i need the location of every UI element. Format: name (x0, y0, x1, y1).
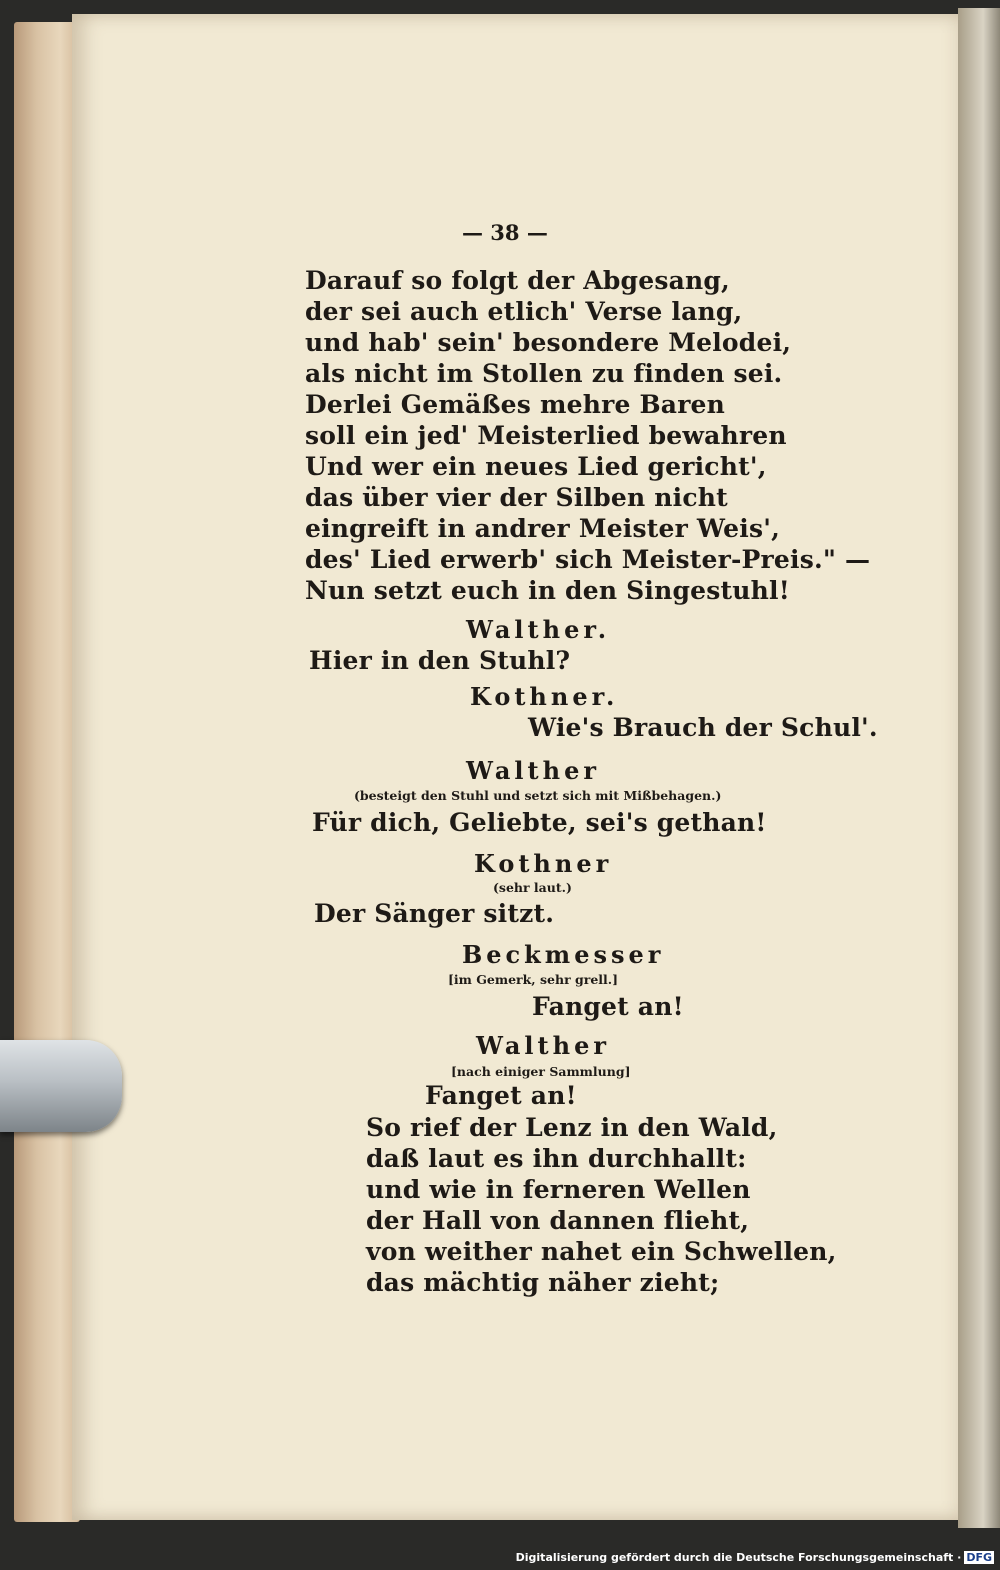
verse-line: von weither nahet ein Schwellen, (366, 1237, 837, 1266)
verse-line: So rief der Lenz in den Wald, (366, 1113, 778, 1142)
stage-direction: (besteigt den Stuhl und setzt sich mit Mißbehagen.) (354, 788, 722, 803)
verse-line: und hab' sein' besondere Melodei, (305, 328, 792, 357)
stage-direction: [im Gemerk, sehr grell.] (448, 972, 619, 987)
verse-line: als nicht im Stollen zu finden sei. (305, 359, 783, 388)
verse-line: eingreift in andrer Meister Weis', (305, 514, 780, 543)
speaker-name: Kothner. (470, 682, 619, 711)
verse-line: soll ein jed' Meisterlied bewahren (305, 421, 787, 450)
book-edge (14, 22, 80, 1522)
verse-line: der Hall von dannen flieht, (366, 1206, 750, 1235)
verse-line: des' Lied erwerb' sich Meister-Preis." — (305, 545, 871, 574)
verse-line: daß laut es ihn durchhallt: (366, 1144, 747, 1173)
verse-line: Und wer ein neues Lied gericht', (305, 452, 767, 481)
verse-line: der sei auch etlich' Verse lang, (305, 297, 743, 326)
verse-line: und wie in ferneren Wellen (366, 1175, 751, 1204)
stage-direction: (sehr laut.) (493, 880, 572, 895)
verse-line: Fanget an! (532, 992, 684, 1021)
speaker-name: Walther (476, 1031, 610, 1060)
next-page-edge (958, 8, 1000, 1528)
speaker-name: Beckmesser (462, 940, 665, 969)
verse-line: das über vier der Silben nicht (305, 483, 728, 512)
digitization-credit (516, 1551, 994, 1567)
verse-line: Der Sänger sitzt. (314, 899, 555, 928)
page-number: — 38 — (462, 220, 548, 245)
dfg-logo: DFG (966, 1551, 992, 1564)
verse-line: Fanget an! (425, 1081, 577, 1110)
verse-line: Darauf so folgt der Abgesang, (305, 266, 730, 295)
verse-line: Für dich, Geliebte, sei's gethan! (312, 808, 767, 837)
verse-line: das mächtig näher zieht; (366, 1268, 720, 1297)
verse-line: Wie's Brauch der Schul'. (528, 713, 878, 742)
verse-line: Hier in den Stuhl? (309, 646, 571, 675)
speaker-name: Walther (466, 756, 600, 785)
speaker-name: Walther. (466, 615, 611, 644)
stage-direction: [nach einiger Sammlung] (451, 1064, 631, 1079)
page-clip-marker (0, 1040, 122, 1132)
verse-line: Nun setzt euch in den Singestuhl! (305, 576, 790, 605)
credit-text: Digitalisierung gefördert durch die Deutsche Forschungsgemeinschaft · (515, 1551, 962, 1564)
verse-line: Derlei Gemäßes mehre Baren (305, 390, 726, 419)
speaker-name: Kothner (474, 849, 613, 878)
